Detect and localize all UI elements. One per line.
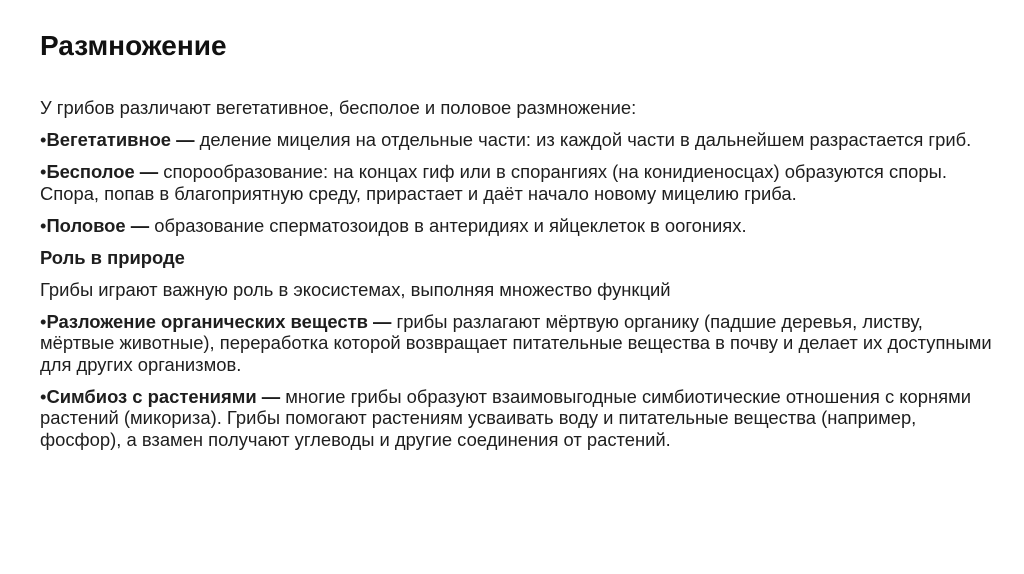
reproduction-item-asexual	[40, 161, 1000, 204]
bullet-marker: •	[40, 161, 47, 182]
slide-content	[40, 97, 1000, 461]
reproduction-item-sexual	[40, 215, 1000, 237]
reproduction-text: спорообразование: на концах гиф или в спорангиях (на конидиеносцах) образуются споры. Спора, попав в благоприятную среду, прирастает и даёт начало новому мицелию гриба.	[40, 161, 947, 204]
role-item-symbiosis	[40, 386, 1000, 451]
role-item-decomposition	[40, 311, 1000, 376]
reproduction-text: деление мицелия на отдельные части: из каждой части в дальнейшем разрастается гриб.	[194, 129, 972, 150]
reproduction-term: Половое —	[46, 214, 150, 236]
role-heading-text: Роль в природе	[40, 246, 185, 268]
intro-paragraph: У грибов различают вегетативное, бесполое и половое размножение:	[40, 97, 637, 118]
role-text: многие грибы образуют взаимовыгодные симбиотические отношения с корнями растений (микориза). Грибы помогают растениям усваивать воду и питательные вещества (например, фосфор), а взамен получают углеводы и другие соединения от растений.	[40, 385, 971, 450]
role-text: грибы разлагают мёртвую органику (падшие деревья, листву, мёртвые животные), переработка которой возвращает питательные вещества в почву и делает их доступными для других организмов.	[40, 310, 992, 375]
role-term: Разложение органических веществ —	[46, 310, 392, 332]
reproduction-term: Вегетативное —	[46, 129, 195, 150]
reproduction-item-vegetative	[40, 129, 1000, 151]
reproduction-term: Бесполое —	[46, 161, 159, 182]
role-heading	[40, 247, 1000, 269]
slide-title: Размножение	[40, 30, 227, 61]
bullet-marker: •	[40, 214, 47, 236]
bullet-marker: •	[40, 385, 47, 407]
reproduction-text: образование сперматозоидов в антеридиях и яйцеклеток в оогониях.	[149, 214, 747, 236]
bullet-marker: •	[40, 310, 47, 332]
bullet-marker: •	[40, 129, 47, 150]
role-intro-paragraph: Грибы играют важную роль в экосистемах, выполняя множество функций	[40, 278, 671, 300]
role-term: Симбиоз с растениями —	[46, 385, 281, 407]
